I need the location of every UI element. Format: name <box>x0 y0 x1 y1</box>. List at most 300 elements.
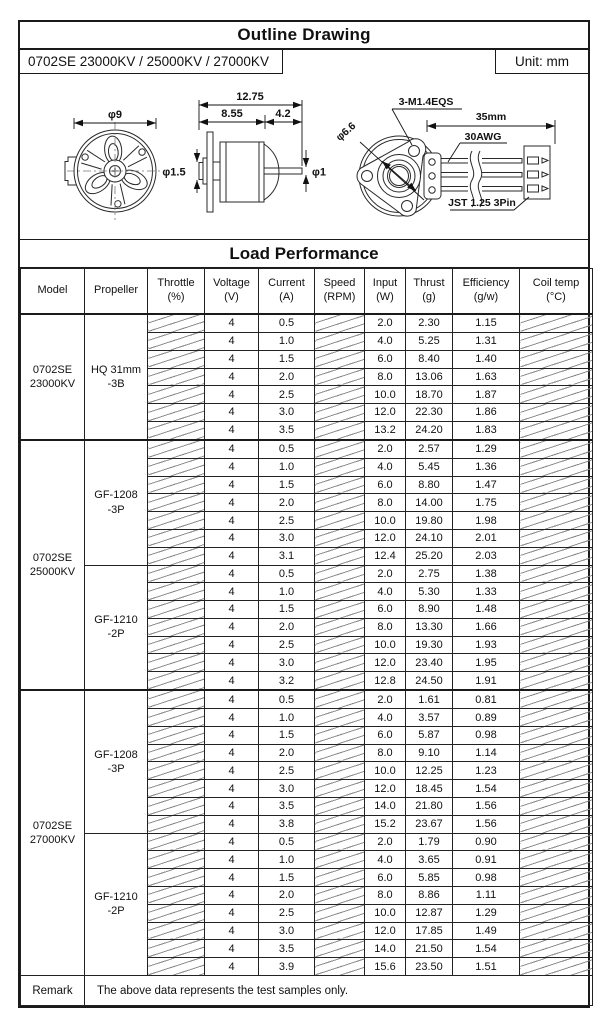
throttle-cell <box>148 368 205 386</box>
input-cell: 12.0 <box>365 780 406 798</box>
efficiency-cell: 0.81 <box>453 690 520 708</box>
voltage-cell: 4 <box>205 940 259 958</box>
thrust-cell: 1.61 <box>406 690 453 708</box>
efficiency-cell: 1.36 <box>453 458 520 476</box>
input-cell: 15.6 <box>365 958 406 976</box>
efficiency-cell: 1.98 <box>453 512 520 530</box>
mount-circle-dia-dim: φ6.6 <box>333 119 359 144</box>
voltage-cell: 4 <box>205 583 259 601</box>
input-cell: 10.0 <box>365 762 406 780</box>
coil-temp-cell <box>520 851 593 869</box>
coil-temp-cell <box>520 654 593 672</box>
speed-cell <box>315 798 365 816</box>
thrust-cell: 12.87 <box>406 904 453 922</box>
current-cell: 1.0 <box>259 458 315 476</box>
input-cell: 4.0 <box>365 709 406 727</box>
throttle-cell <box>148 601 205 619</box>
input-cell: 10.0 <box>365 636 406 654</box>
throttle-cell <box>148 762 205 780</box>
col-voltage: Voltage (V) <box>205 269 259 315</box>
coil-temp-cell <box>520 529 593 547</box>
speed-cell <box>315 904 365 922</box>
voltage-cell: 4 <box>205 601 259 619</box>
input-cell: 6.0 <box>365 726 406 744</box>
coil-temp-cell <box>520 314 593 332</box>
col-input: Input (W) <box>365 269 406 315</box>
efficiency-cell: 1.23 <box>453 762 520 780</box>
throttle-cell <box>148 314 205 332</box>
coil-temp-cell <box>520 886 593 904</box>
coil-temp-cell <box>520 636 593 654</box>
thrust-cell: 24.20 <box>406 421 453 439</box>
propeller-cell: GF-1208 -3P <box>85 440 148 565</box>
input-cell: 10.0 <box>365 386 406 404</box>
rear-view-drawing <box>334 96 555 216</box>
input-cell: 2.0 <box>365 440 406 458</box>
throttle-cell <box>148 565 205 583</box>
voltage-cell: 4 <box>205 726 259 744</box>
efficiency-cell: 1.15 <box>453 314 520 332</box>
voltage-cell: 4 <box>205 314 259 332</box>
coil-temp-cell <box>520 798 593 816</box>
propeller-cell: GF-1210 -2P <box>85 833 148 975</box>
speed-cell <box>315 458 365 476</box>
current-cell: 1.5 <box>259 726 315 744</box>
current-cell: 2.0 <box>259 368 315 386</box>
thrust-cell: 23.50 <box>406 958 453 976</box>
throttle-cell <box>148 476 205 494</box>
speed-cell <box>315 494 365 512</box>
subtitle-row <box>20 50 588 74</box>
current-cell: 3.5 <box>259 940 315 958</box>
right-shaft-dia-dim: φ1 <box>312 166 326 179</box>
current-cell: 1.0 <box>259 583 315 601</box>
input-cell: 8.0 <box>365 886 406 904</box>
voltage-cell: 4 <box>205 386 259 404</box>
coil-temp-cell <box>520 833 593 851</box>
coil-temp-cell <box>520 815 593 833</box>
throttle-cell <box>148 583 205 601</box>
input-cell: 4.0 <box>365 332 406 350</box>
thrust-cell: 5.45 <box>406 458 453 476</box>
efficiency-cell: 0.89 <box>453 709 520 727</box>
coil-temp-cell <box>520 512 593 530</box>
table-row <box>21 690 593 708</box>
propeller-cell: GF-1208 -3P <box>85 690 148 833</box>
speed-cell <box>315 368 365 386</box>
body-length-dim: 8.55 <box>221 108 243 120</box>
throttle-cell <box>148 709 205 727</box>
current-cell: 0.5 <box>259 833 315 851</box>
voltage-cell: 4 <box>205 654 259 672</box>
model-cell: 0702SE 27000KV <box>21 690 85 975</box>
speed-cell <box>315 744 365 762</box>
voltage-cell: 4 <box>205 672 259 690</box>
coil-temp-cell <box>520 350 593 368</box>
throttle-cell <box>148 421 205 439</box>
speed-cell <box>315 869 365 887</box>
coil-temp-cell <box>520 904 593 922</box>
speed-cell <box>315 440 365 458</box>
throttle-cell <box>148 833 205 851</box>
efficiency-cell: 1.95 <box>453 654 520 672</box>
thrust-cell: 18.70 <box>406 386 453 404</box>
efficiency-cell: 1.38 <box>453 565 520 583</box>
thrust-cell: 19.30 <box>406 636 453 654</box>
current-cell: 1.0 <box>259 851 315 869</box>
current-cell: 1.5 <box>259 869 315 887</box>
current-cell: 2.0 <box>259 618 315 636</box>
coil-temp-cell <box>520 940 593 958</box>
table-body <box>21 314 593 976</box>
unit-label: Unit: mm <box>495 50 588 74</box>
thrust-cell: 18.45 <box>406 780 453 798</box>
table-header <box>21 269 593 315</box>
coil-temp-cell <box>520 958 593 976</box>
speed-cell <box>315 958 365 976</box>
throttle-cell <box>148 690 205 708</box>
speed-cell <box>315 886 365 904</box>
voltage-cell: 4 <box>205 904 259 922</box>
current-cell: 0.5 <box>259 440 315 458</box>
voltage-cell: 4 <box>205 780 259 798</box>
speed-cell <box>315 404 365 422</box>
thrust-cell: 13.30 <box>406 618 453 636</box>
thrust-cell: 19.80 <box>406 512 453 530</box>
current-cell: 0.5 <box>259 314 315 332</box>
input-cell: 14.0 <box>365 798 406 816</box>
speed-cell <box>315 332 365 350</box>
speed-cell <box>315 601 365 619</box>
current-cell: 2.5 <box>259 636 315 654</box>
speed-cell <box>315 762 365 780</box>
shaft-length-dim: 4.2 <box>275 108 291 120</box>
speed-cell <box>315 690 365 708</box>
thrust-cell: 5.87 <box>406 726 453 744</box>
thrust-cell: 8.40 <box>406 350 453 368</box>
speed-cell <box>315 565 365 583</box>
voltage-cell: 4 <box>205 958 259 976</box>
efficiency-cell: 1.14 <box>453 744 520 762</box>
input-cell: 4.0 <box>365 458 406 476</box>
speed-cell <box>315 815 365 833</box>
thrust-cell: 23.67 <box>406 815 453 833</box>
throttle-cell <box>148 726 205 744</box>
thrust-cell: 12.25 <box>406 762 453 780</box>
voltage-cell: 4 <box>205 815 259 833</box>
efficiency-cell: 1.49 <box>453 922 520 940</box>
input-cell: 6.0 <box>365 476 406 494</box>
page-title: Outline Drawing <box>20 22 588 50</box>
voltage-cell: 4 <box>205 547 259 565</box>
throttle-cell <box>148 940 205 958</box>
current-cell: 2.5 <box>259 386 315 404</box>
speed-cell <box>315 709 365 727</box>
col-coil-temp: Coil temp (°C) <box>520 269 593 315</box>
current-cell: 1.5 <box>259 601 315 619</box>
coil-temp-cell <box>520 922 593 940</box>
efficiency-cell: 1.11 <box>453 886 520 904</box>
voltage-cell: 4 <box>205 798 259 816</box>
voltage-cell: 4 <box>205 851 259 869</box>
thrust-cell: 8.80 <box>406 476 453 494</box>
thrust-cell: 8.90 <box>406 601 453 619</box>
current-cell: 2.5 <box>259 762 315 780</box>
propeller-cell: GF-1210 -2P <box>85 565 148 690</box>
voltage-cell: 4 <box>205 494 259 512</box>
speed-cell <box>315 350 365 368</box>
model-subtitle: 0702SE 23000KV / 25000KV / 27000KV <box>20 50 283 74</box>
col-current: Current (A) <box>259 269 315 315</box>
current-cell: 3.0 <box>259 780 315 798</box>
speed-cell <box>315 833 365 851</box>
section-title: Load Performance <box>20 239 588 268</box>
efficiency-cell: 1.56 <box>453 815 520 833</box>
current-cell: 2.5 <box>259 512 315 530</box>
coil-temp-cell <box>520 547 593 565</box>
coil-temp-cell <box>520 709 593 727</box>
current-cell: 3.9 <box>259 958 315 976</box>
throttle-cell <box>148 958 205 976</box>
speed-cell <box>315 386 365 404</box>
connector-label: JST 1.25 3Pin <box>448 197 516 209</box>
thrust-cell: 21.50 <box>406 940 453 958</box>
efficiency-cell: 1.54 <box>453 940 520 958</box>
input-cell: 6.0 <box>365 869 406 887</box>
coil-temp-cell <box>520 368 593 386</box>
efficiency-cell: 0.98 <box>453 869 520 887</box>
throttle-cell <box>148 922 205 940</box>
coil-temp-cell <box>520 458 593 476</box>
input-cell: 2.0 <box>365 314 406 332</box>
throttle-cell <box>148 636 205 654</box>
efficiency-cell: 1.29 <box>453 904 520 922</box>
col-thrust: Thrust (g) <box>406 269 453 315</box>
wire-gauge-label: 30AWG <box>464 131 502 143</box>
efficiency-cell: 1.33 <box>453 583 520 601</box>
input-cell: 12.0 <box>365 654 406 672</box>
input-cell: 2.0 <box>365 565 406 583</box>
voltage-cell: 4 <box>205 421 259 439</box>
throttle-cell <box>148 672 205 690</box>
voltage-cell: 4 <box>205 922 259 940</box>
voltage-cell: 4 <box>205 744 259 762</box>
thrust-cell: 5.25 <box>406 332 453 350</box>
table-row <box>21 833 593 851</box>
current-cell: 3.5 <box>259 798 315 816</box>
efficiency-cell: 0.91 <box>453 851 520 869</box>
col-efficiency: Efficiency (g/w) <box>453 269 520 315</box>
load-performance-table <box>20 268 593 1006</box>
thrust-cell: 2.57 <box>406 440 453 458</box>
throttle-cell <box>148 386 205 404</box>
throttle-cell <box>148 547 205 565</box>
throttle-cell <box>148 440 205 458</box>
input-cell: 6.0 <box>365 601 406 619</box>
col-model: Model <box>21 269 85 315</box>
input-cell: 6.0 <box>365 350 406 368</box>
spec-sheet <box>18 20 590 1008</box>
throttle-cell <box>148 458 205 476</box>
efficiency-cell: 1.93 <box>453 636 520 654</box>
input-cell: 13.2 <box>365 421 406 439</box>
input-cell: 2.0 <box>365 833 406 851</box>
throttle-cell <box>148 815 205 833</box>
current-cell: 1.5 <box>259 350 315 368</box>
input-cell: 10.0 <box>365 904 406 922</box>
coil-temp-cell <box>520 421 593 439</box>
speed-cell <box>315 672 365 690</box>
mount-screws-label: 3-M1.4EQS <box>398 96 454 108</box>
throttle-cell <box>148 494 205 512</box>
voltage-cell: 4 <box>205 368 259 386</box>
efficiency-cell: 2.03 <box>453 547 520 565</box>
current-cell: 1.0 <box>259 332 315 350</box>
thrust-cell: 23.40 <box>406 654 453 672</box>
remark-text: The above data represents the test samples only. <box>85 976 593 1006</box>
current-cell: 0.5 <box>259 690 315 708</box>
efficiency-cell: 1.54 <box>453 780 520 798</box>
speed-cell <box>315 940 365 958</box>
coil-temp-cell <box>520 440 593 458</box>
current-cell: 3.0 <box>259 922 315 940</box>
speed-cell <box>315 618 365 636</box>
table-row <box>21 565 593 583</box>
throttle-cell <box>148 904 205 922</box>
speed-cell <box>315 476 365 494</box>
thrust-cell: 5.30 <box>406 583 453 601</box>
thrust-cell: 3.65 <box>406 851 453 869</box>
current-cell: 3.1 <box>259 547 315 565</box>
coil-temp-cell <box>520 601 593 619</box>
input-cell: 2.0 <box>365 690 406 708</box>
speed-cell <box>315 654 365 672</box>
current-cell: 1.0 <box>259 709 315 727</box>
input-cell: 10.0 <box>365 512 406 530</box>
efficiency-cell: 1.47 <box>453 476 520 494</box>
thrust-cell: 5.85 <box>406 869 453 887</box>
efficiency-cell: 1.91 <box>453 672 520 690</box>
coil-temp-cell <box>520 386 593 404</box>
efficiency-cell: 1.63 <box>453 368 520 386</box>
voltage-cell: 4 <box>205 886 259 904</box>
current-cell: 3.8 <box>259 815 315 833</box>
current-cell: 2.0 <box>259 744 315 762</box>
thrust-cell: 24.50 <box>406 672 453 690</box>
input-cell: 12.4 <box>365 547 406 565</box>
coil-temp-cell <box>520 494 593 512</box>
voltage-cell: 4 <box>205 709 259 727</box>
voltage-cell: 4 <box>205 636 259 654</box>
speed-cell <box>315 636 365 654</box>
outline-drawings <box>20 74 588 239</box>
throttle-cell <box>148 886 205 904</box>
speed-cell <box>315 512 365 530</box>
coil-temp-cell <box>520 672 593 690</box>
voltage-cell: 4 <box>205 440 259 458</box>
table-row <box>21 440 593 458</box>
efficiency-cell: 0.98 <box>453 726 520 744</box>
coil-temp-cell <box>520 780 593 798</box>
coil-temp-cell <box>520 690 593 708</box>
coil-temp-cell <box>520 332 593 350</box>
efficiency-cell: 2.01 <box>453 529 520 547</box>
throttle-cell <box>148 851 205 869</box>
throttle-cell <box>148 798 205 816</box>
throttle-cell <box>148 512 205 530</box>
input-cell: 8.0 <box>365 618 406 636</box>
throttle-cell <box>148 529 205 547</box>
front-view-drawing <box>65 109 163 220</box>
outline-drawing-area <box>20 74 588 239</box>
speed-cell <box>315 583 365 601</box>
col-propeller: Propeller <box>85 269 148 315</box>
current-cell: 3.0 <box>259 404 315 422</box>
speed-cell <box>315 922 365 940</box>
speed-cell <box>315 421 365 439</box>
efficiency-cell: 1.83 <box>453 421 520 439</box>
subtitle-spacer <box>283 50 495 74</box>
current-cell: 2.0 <box>259 886 315 904</box>
thrust-cell: 21.80 <box>406 798 453 816</box>
efficiency-cell: 1.56 <box>453 798 520 816</box>
input-cell: 4.0 <box>365 583 406 601</box>
voltage-cell: 4 <box>205 869 259 887</box>
speed-cell <box>315 547 365 565</box>
voltage-cell: 4 <box>205 529 259 547</box>
coil-temp-cell <box>520 476 593 494</box>
front-diameter-dim: φ9 <box>108 109 122 121</box>
input-cell: 8.0 <box>365 494 406 512</box>
voltage-cell: 4 <box>205 458 259 476</box>
propeller-cell: HQ 31mm -3B <box>85 314 148 440</box>
input-cell: 15.2 <box>365 815 406 833</box>
speed-cell <box>315 726 365 744</box>
current-cell: 3.0 <box>259 529 315 547</box>
throttle-cell <box>148 404 205 422</box>
model-cell: 0702SE 23000KV <box>21 314 85 440</box>
coil-temp-cell <box>520 726 593 744</box>
input-cell: 12.0 <box>365 922 406 940</box>
voltage-cell: 4 <box>205 512 259 530</box>
speed-cell <box>315 529 365 547</box>
remark-row <box>21 976 593 1006</box>
thrust-cell: 13.06 <box>406 368 453 386</box>
coil-temp-cell <box>520 869 593 887</box>
input-cell: 12.0 <box>365 529 406 547</box>
col-speed: Speed (RPM) <box>315 269 365 315</box>
voltage-cell: 4 <box>205 762 259 780</box>
input-cell: 8.0 <box>365 368 406 386</box>
efficiency-cell: 1.29 <box>453 440 520 458</box>
efficiency-cell: 1.75 <box>453 494 520 512</box>
speed-cell <box>315 851 365 869</box>
coil-temp-cell <box>520 583 593 601</box>
coil-temp-cell <box>520 404 593 422</box>
table-row <box>21 314 593 332</box>
current-cell: 3.2 <box>259 672 315 690</box>
coil-temp-cell <box>520 744 593 762</box>
input-cell: 4.0 <box>365 851 406 869</box>
thrust-cell: 1.79 <box>406 833 453 851</box>
thrust-cell: 22.30 <box>406 404 453 422</box>
voltage-cell: 4 <box>205 690 259 708</box>
throttle-cell <box>148 332 205 350</box>
thrust-cell: 9.10 <box>406 744 453 762</box>
efficiency-cell: 1.48 <box>453 601 520 619</box>
efficiency-cell: 1.31 <box>453 332 520 350</box>
voltage-cell: 4 <box>205 565 259 583</box>
